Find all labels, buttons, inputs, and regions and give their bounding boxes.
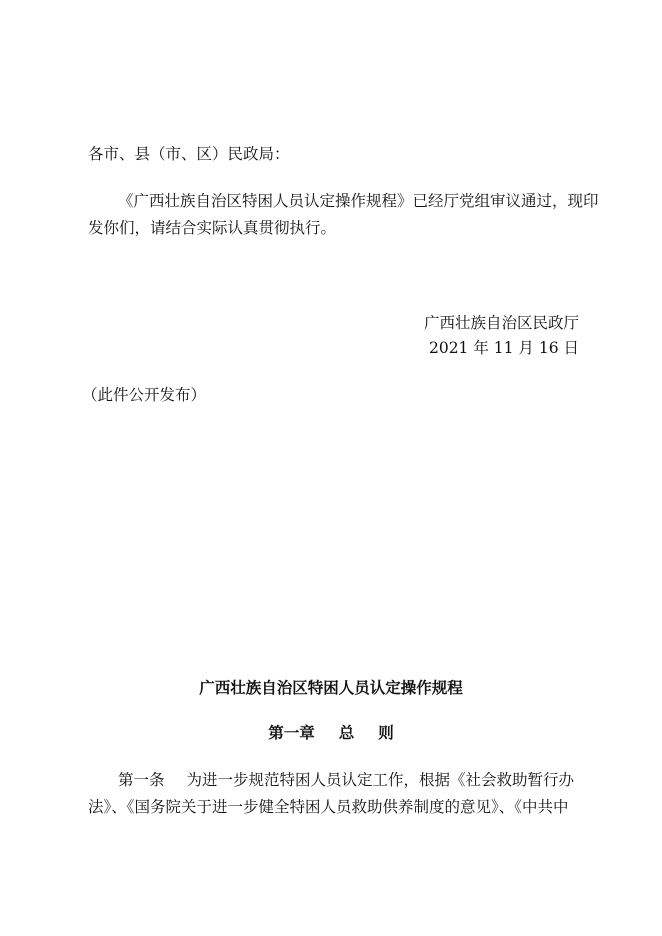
article-1-line-1 bbox=[118, 773, 574, 789]
salutation: 各市、县（市、区）民政局： bbox=[88, 145, 290, 163]
chapter-number: 第一章 bbox=[268, 724, 315, 742]
chapter-name-part-2: 则 bbox=[378, 724, 394, 742]
regulation-title: 广西壮族自治区特困人员认定操作规程 bbox=[199, 679, 463, 697]
article-1-line-2: 法》、《国务院关于进一步健全特困人员救助供养制度的意见》、《中共中 bbox=[88, 798, 569, 816]
chapter-name-part-1: 总 bbox=[338, 724, 355, 742]
notice-body-line-2: 发你们，请结合实际认真贯彻执行。 bbox=[88, 219, 337, 237]
article-1-label: 第一条 bbox=[118, 771, 165, 789]
notice-body-line-1: 《广西壮族自治区特困人员认定操作规程》已经厅党组审议通过，现印 bbox=[118, 192, 599, 210]
publish-note: （此件公开发布） bbox=[82, 386, 207, 404]
article-1-text-start: 为进一步规范特困人员认定工作，根据《社会救助暂行办 bbox=[186, 771, 575, 789]
issuer-signature: 广西壮族自治区民政厅 bbox=[423, 314, 579, 332]
chapter-heading bbox=[0, 726, 662, 742]
issue-date: 2021 年 11 月 16 日 bbox=[428, 339, 579, 357]
